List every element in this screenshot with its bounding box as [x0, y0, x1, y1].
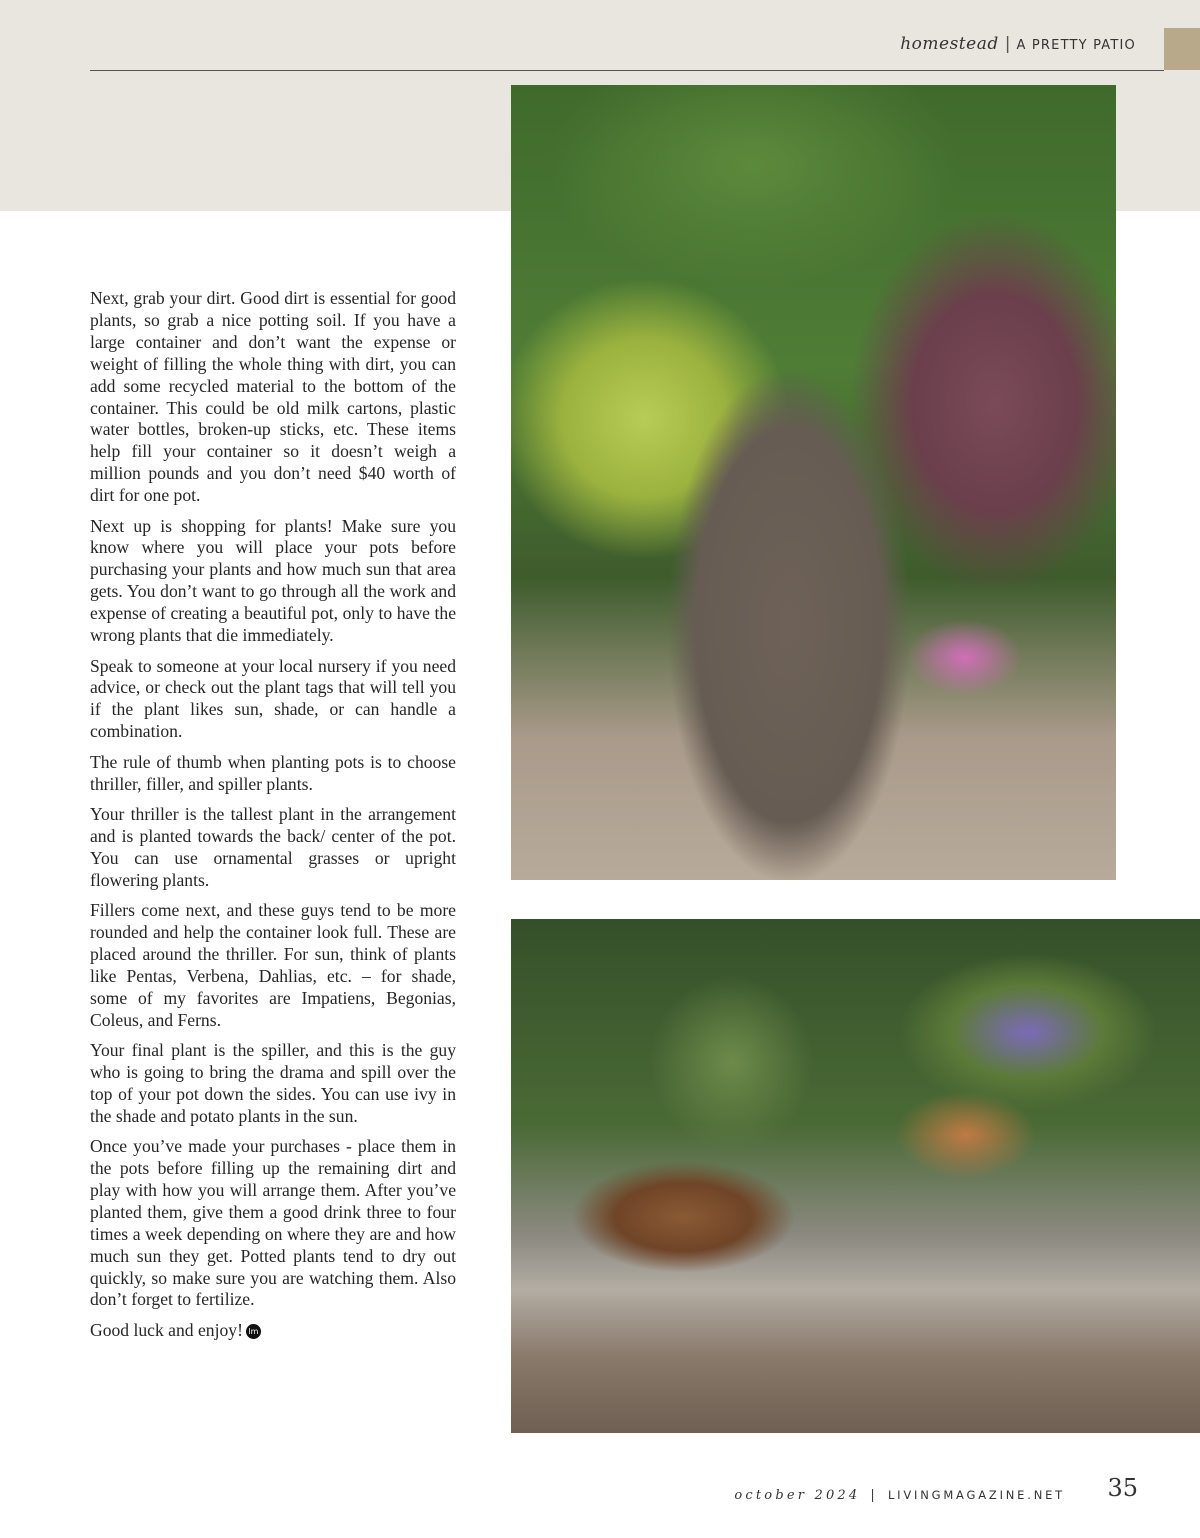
site-url: LIVINGMAGAZINE.NET: [887, 1488, 1065, 1502]
patio-planters-photo: [511, 919, 1200, 1433]
running-head: [900, 34, 1136, 54]
footer-separator: |: [870, 1488, 878, 1503]
section-brand: homestead: [900, 34, 999, 54]
paragraph: Once you’ve made your purchases - place them in the pots before filling up the remaining dirt and play with how you will arrange them. After you’ve planted them, give them a good drink three to four times a week depending on where they are and how much sun they get. Potted plants tend to dry out quickly, so make sure you are watching them. Also don’t forget to fertilize.: [90, 1136, 456, 1310]
section-title: A PRETTY PATIO: [1016, 38, 1136, 53]
paragraph: Fillers come next, and these guys tend to be more rounded and help the container look full. These are placed around the thriller. For sun, think of plants like Pentas, Verbena, Dahlias, etc. – for shade, some of my favorites are Impatiens, Begonias, Coleus, and Ferns.: [90, 900, 456, 1030]
paragraph: Speak to someone at your local nursery if you need advice, or check out the plant tags that will tell you if the plant likes sun, shade, or can handle a combination.: [90, 655, 456, 742]
header-separator: |: [1004, 34, 1011, 54]
footer-folio: [734, 1488, 1065, 1503]
closing-text: Good luck and enjoy!: [90, 1319, 243, 1340]
planter-urn-photo: [511, 85, 1116, 880]
closing-paragraph: [90, 1320, 456, 1342]
page-number: 35: [1107, 1474, 1138, 1502]
issue-date: october 2024: [734, 1488, 861, 1503]
article-body: [90, 288, 456, 1350]
paragraph: Next up is shopping for plants! Make sure you know where you will place your pots before purchasing your plants and how much sun that area gets. You don’t want to go through all the work and expense of creating a beautiful pot, only to have the wrong plants that die immediately.: [90, 515, 456, 646]
paragraph: The rule of thumb when planting pots is to choose thriller, filler, and spiller plants.: [90, 751, 456, 794]
paragraph: Next, grab your dirt. Good dirt is essential for good plants, so grab a nice potting soil. If you have a large container and don’t want the expense or weight of filling the whole thing with dirt, you can add some recycled material to the bottom of the container. This could be old milk cartons, plastic water bottles, broken-up sticks, etc. These items help fill your container so it doesn’t weigh a million pounds and you don’t need $40 worth of dirt for one pot.: [90, 288, 456, 506]
paragraph: Your thriller is the tallest plant in the arrangement and is planted towards the back/ center of the pot. You can use ornamental grasses or upright flowering plants.: [90, 803, 456, 890]
header-rule: [90, 70, 1164, 71]
end-mark-icon: lm: [246, 1324, 261, 1339]
section-tab: [1164, 28, 1200, 70]
paragraph: Your final plant is the spiller, and this is the guy who is going to bring the drama and spill over the top of your pot down the sides. You can use ivy in the shade and potato plants in the sun.: [90, 1040, 456, 1126]
